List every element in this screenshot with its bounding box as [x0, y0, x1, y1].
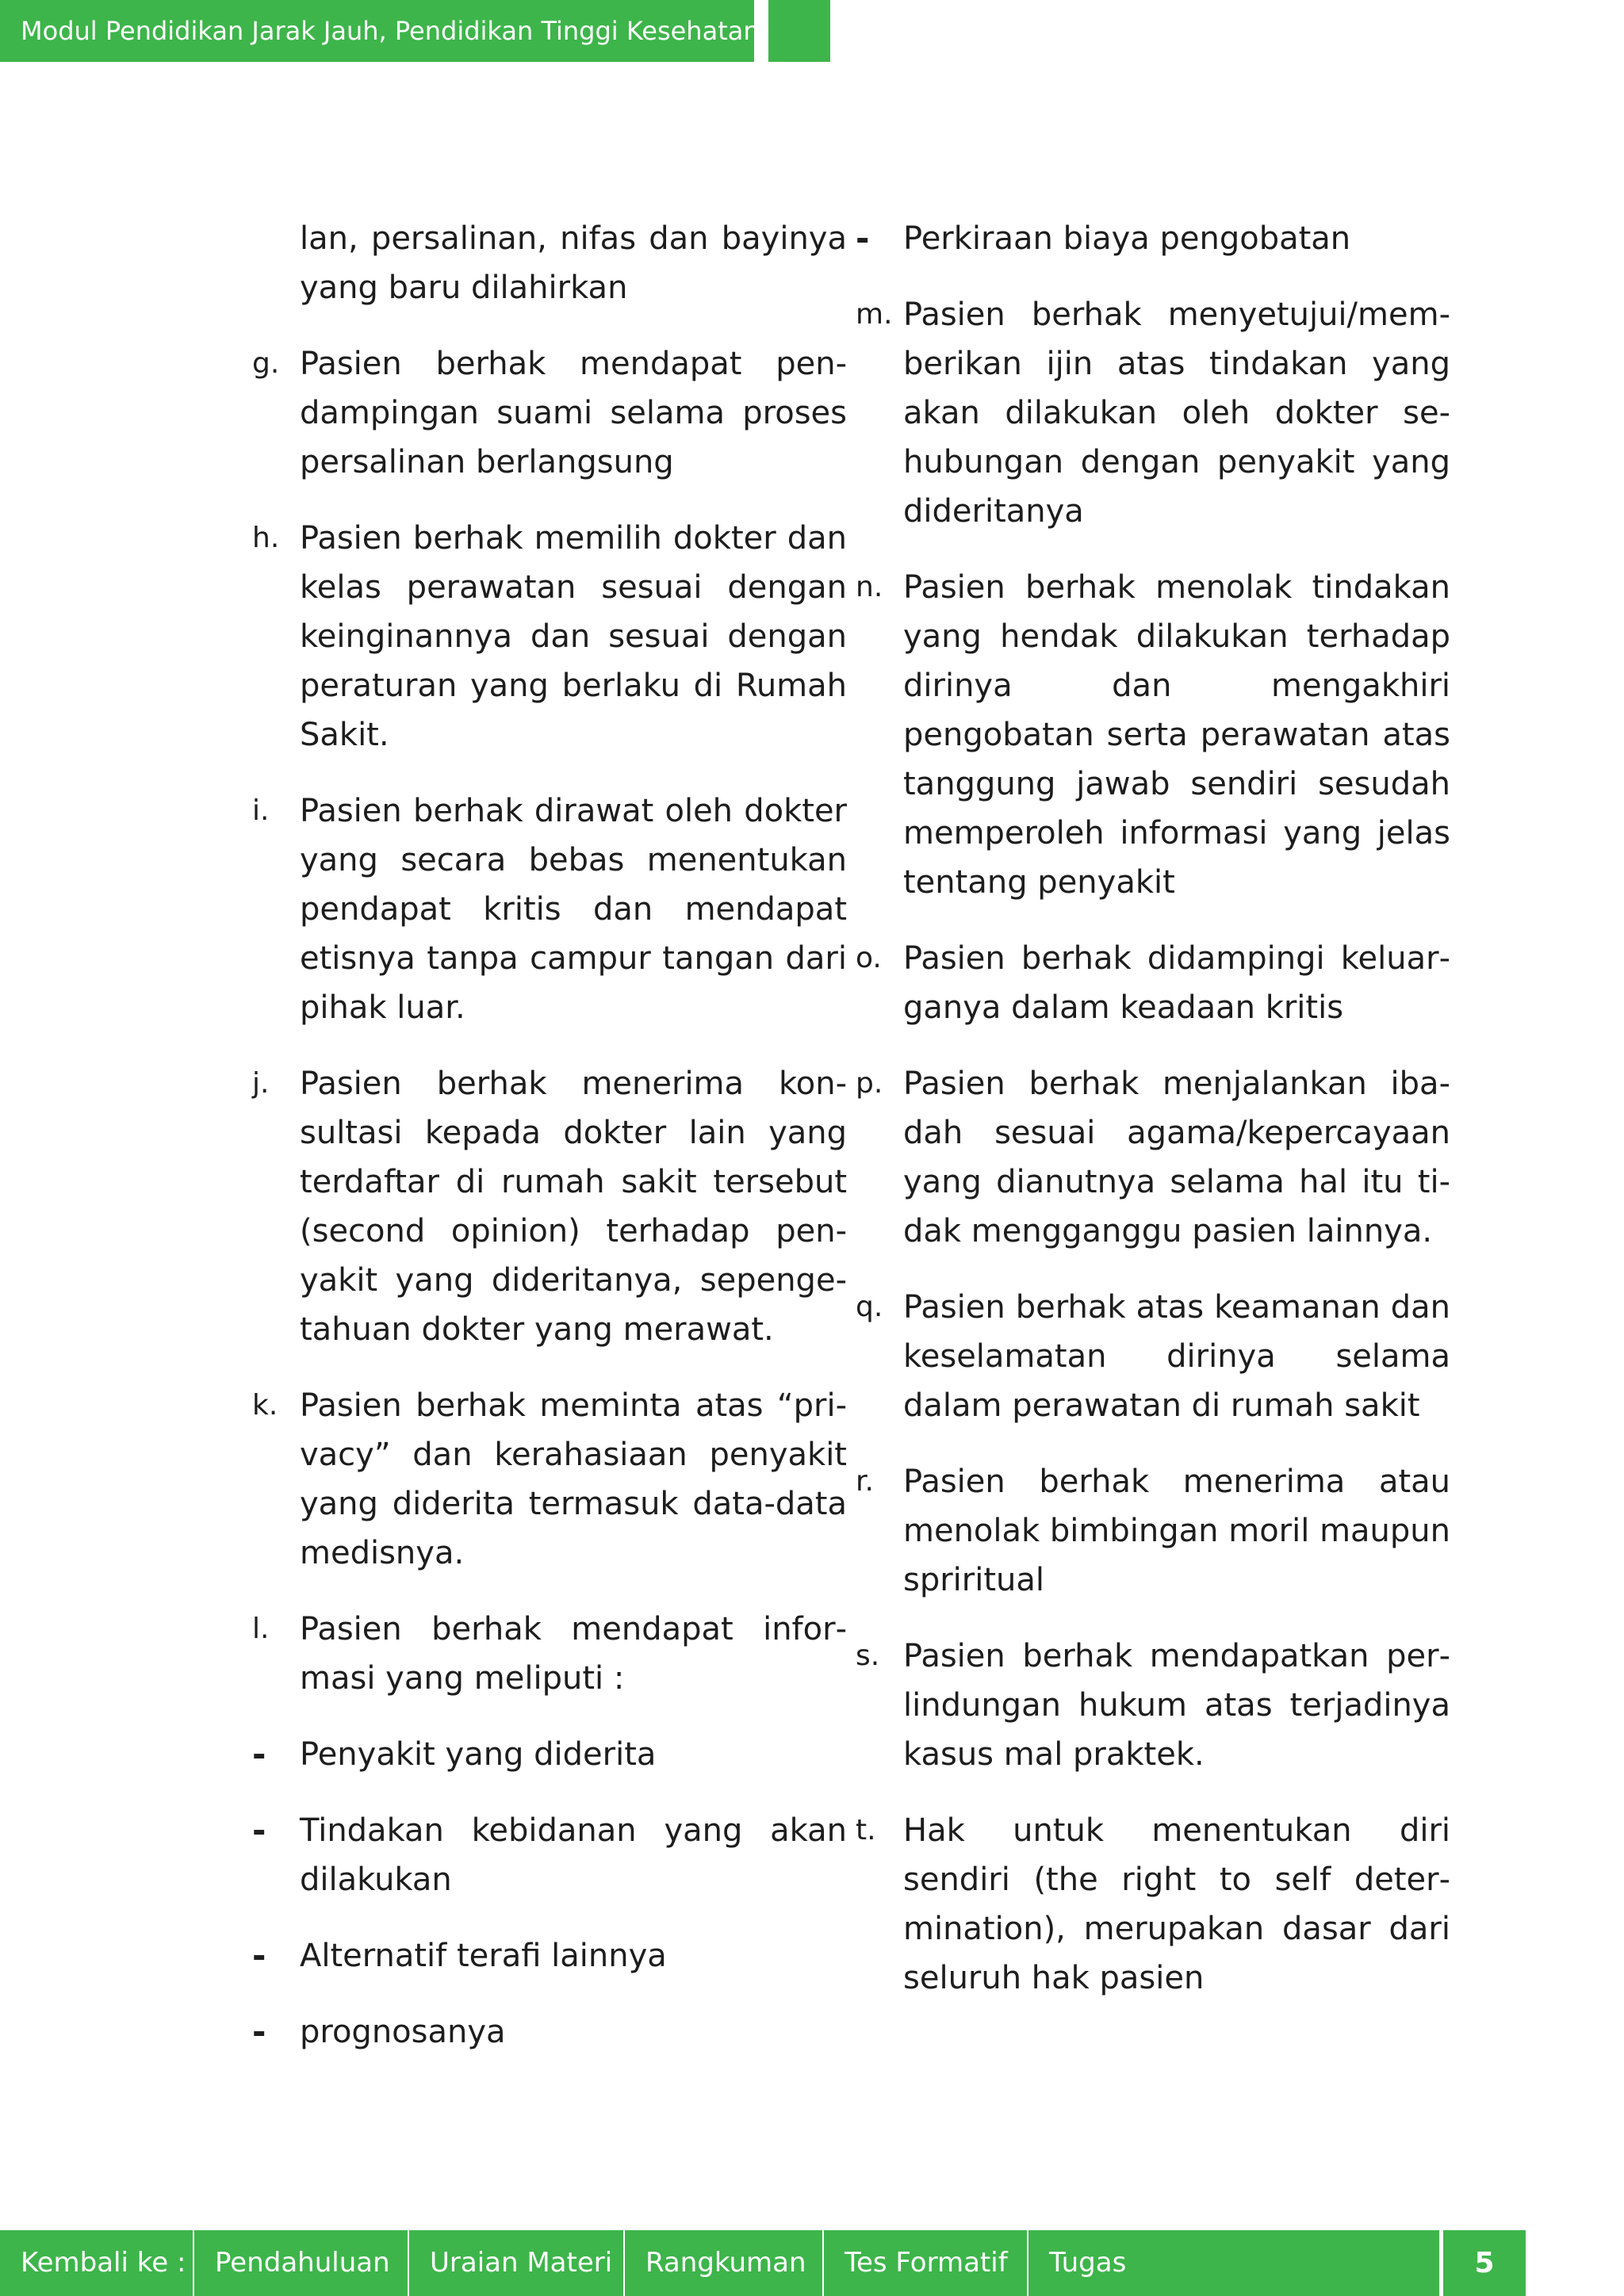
page-number: 5 — [1443, 2230, 1526, 2296]
list-item — [252, 514, 847, 760]
module-title: Modul Pendidikan Jarak Jauh, Pendidikan Tinggi Kesehatan — [21, 16, 760, 46]
nav-pendahuluan-button[interactable]: Pendahuluan — [194, 2230, 409, 2296]
list-item-text: Pasien berhak meminta atas “privacy” dan kerahasiaan penyakit yang diderita termasuk data-data medisnya. — [300, 1387, 847, 1571]
list-item-text: Hak untuk menentukan diri sendiri (the right to self determination), merupakan dasar dari seluruh hak pasien — [903, 1812, 1450, 1996]
list-item-text: Pasien berhak menjalankan ibadah sesuai agama/kepercayaan yang dianutnya selama hal itu tidak mengganggu pasien lainnya. — [903, 1066, 1450, 1249]
sub-list-item — [252, 1730, 847, 1779]
left-column — [252, 214, 847, 2084]
list-item — [300, 214, 847, 312]
dash-marker: - — [252, 1936, 266, 1975]
list-item — [856, 934, 1450, 1032]
list-marker: j. — [252, 1067, 270, 1100]
list-item — [252, 786, 847, 1032]
list-item-text: Penyakit yang diderita — [300, 1736, 657, 1773]
list-marker: t. — [856, 1814, 876, 1846]
list-item — [252, 1059, 847, 1354]
list-item — [856, 563, 1450, 907]
sub-list-item — [252, 1931, 847, 1980]
list-marker: p. — [856, 1067, 883, 1100]
list-item — [252, 339, 847, 487]
list-item — [856, 1457, 1450, 1605]
back-to-label: Kembali ke : — [0, 2230, 194, 2296]
list-item-text: Pasien berhak menerima konsultasi kepada dokter lain yang terdaftar di rumah sakit tersebut (second opinion) terhadap penyakit yang dideritanya, sepengetahuan dokter yang merawat. — [300, 1066, 847, 1348]
list-item — [252, 1381, 847, 1578]
list-item-text: Pasien berhak memilih dokter dan kelas perawatan sesuai dengan keinginannya dan sesuai dengan peraturan yang berlaku di Rumah Sakit. — [300, 520, 847, 753]
sub-list-item — [252, 1806, 847, 1904]
dash-marker: - — [252, 1735, 266, 1774]
list-item — [252, 1605, 847, 1703]
list-item-text: Pasien berhak menerima atau menolak bimbingan moril maupun spriritual — [903, 1464, 1450, 1598]
list-item-text: prognosanya — [300, 2014, 506, 2050]
list-marker: l. — [252, 1613, 270, 1645]
list-item-text: Perkiraan biaya pengobatan — [903, 220, 1351, 257]
list-item-text: Alternatif terafi lainnya — [300, 1938, 667, 1974]
list-marker: o. — [856, 942, 882, 974]
dash-marker: - — [252, 2012, 266, 2051]
list-item-text: Pasien berhak dirawat oleh dokter yang secara bebas menentukan pendapat kritis dan mendapat etisnya tanpa campur tangan dari pihak luar. — [300, 793, 847, 1026]
list-marker: g. — [252, 347, 280, 380]
list-item — [856, 1059, 1450, 1256]
header-accent-block — [768, 0, 830, 62]
header-title-bar — [0, 0, 760, 62]
list-item-text: Tindakan kebidanan yang akan dilakukan — [300, 1812, 847, 1898]
sub-list-item — [252, 2007, 847, 2057]
list-marker: k. — [252, 1389, 278, 1422]
list-item — [856, 1632, 1450, 1779]
list-item — [856, 1806, 1450, 2003]
list-item — [856, 290, 1450, 536]
nav-tes-formatif-button[interactable]: Tes Formatif — [824, 2230, 1028, 2296]
list-marker: r. — [856, 1465, 874, 1498]
list-item-text: lan, persalinan, nifas dan bayinya yang baru dilahirkan — [300, 220, 847, 306]
list-marker: n. — [856, 571, 883, 603]
list-marker: i. — [252, 794, 270, 827]
list-item-text: Pasien berhak mendapat pendampingan suami selama proses persalinan berlangsung — [300, 346, 847, 480]
list-marker: s. — [856, 1640, 880, 1672]
footer-nav-bar — [0, 2230, 1439, 2296]
list-item-text: Pasien berhak didampingi keluarganya dalam keadaan kritis — [903, 940, 1450, 1026]
list-item-text: Pasien berhak mendapatkan perlindungan hukum atas terjadinya kasus mal praktek. — [903, 1638, 1450, 1773]
list-marker: q. — [856, 1291, 883, 1323]
dash-marker: - — [252, 1811, 266, 1850]
nav-tugas-button[interactable]: Tugas — [1049, 2247, 1127, 2279]
list-marker: h. — [252, 522, 280, 554]
list-item-text: Pasien berhak menyetujui/memberikan ijin atas tindakan yang akan dilakukan oleh dokter sehubungan dengan penyakit yang dideritanya — [903, 297, 1450, 530]
list-marker: m. — [856, 298, 893, 331]
right-column — [856, 214, 1450, 2030]
list-item-text: Pasien berhak atas keamanan dan keselamatan dirinya selama dalam perawatan di rumah sakit — [903, 1289, 1450, 1424]
sub-list-item — [856, 214, 1450, 263]
nav-rangkuman-button[interactable]: Rangkuman — [625, 2230, 824, 2296]
list-item — [856, 1283, 1450, 1430]
nav-uraian-materi-button[interactable]: Uraian Materi — [409, 2230, 625, 2296]
list-item-text: Pasien berhak mendapat informasi yang meliputi : — [300, 1611, 847, 1697]
dash-marker: - — [856, 219, 870, 258]
list-item-text: Pasien berhak menolak tindakan yang hendak dilakukan terhadap dirinya dan mengakhiri pengobatan serta perawatan atas tanggung jawab sendiri sesudah memperoleh informasi yang jelas tentang penyakit — [903, 569, 1450, 901]
